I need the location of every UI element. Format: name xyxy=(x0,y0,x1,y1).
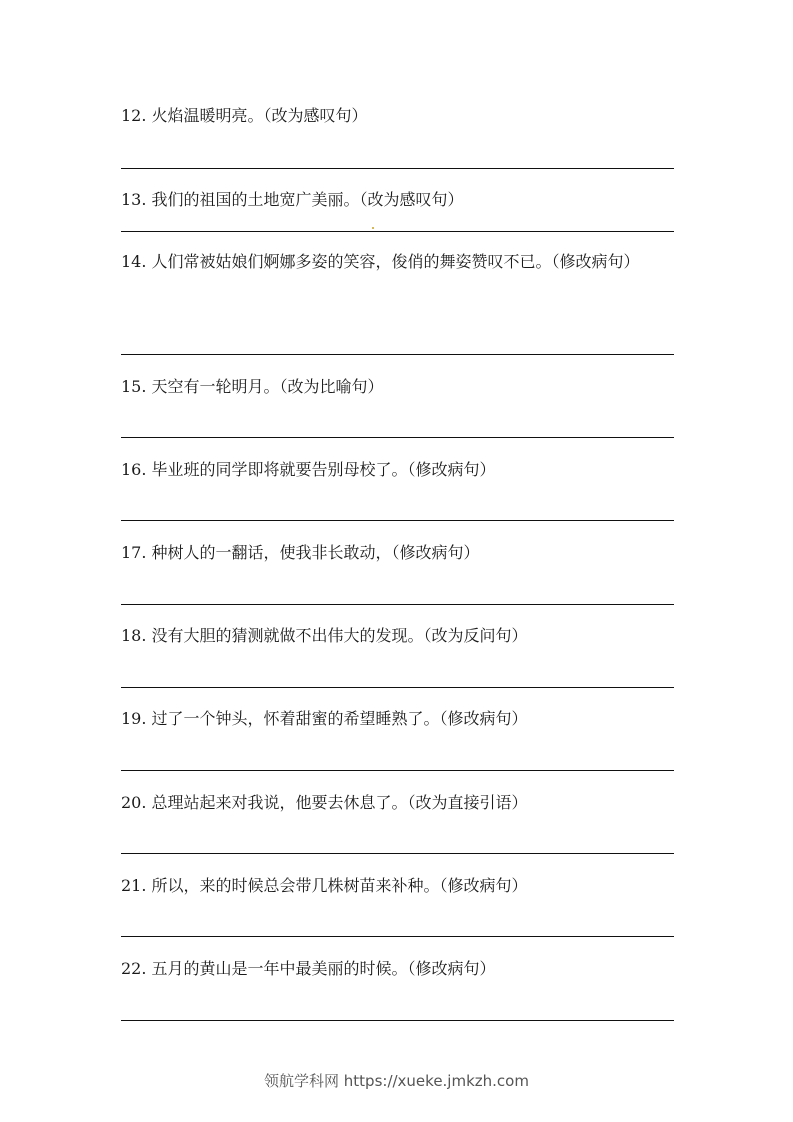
question-12: 12. 火焰温暖明亮。（改为感叹句） xyxy=(121,106,368,125)
footer-watermark: 领航学科网 https://xueke.jmkzh.com xyxy=(264,1072,529,1090)
answer-line-17 xyxy=(121,604,674,605)
answer-line-16 xyxy=(121,520,674,521)
question-14: 14. 人们常被姑娘们婀娜多姿的笑容，俊俏的舞姿赞叹不已。（修改病句） xyxy=(121,252,640,271)
answer-line-14 xyxy=(121,354,674,355)
answer-line-19 xyxy=(121,770,674,771)
question-21: 21. 所以，来的时候总会带几株树苗来补种。（修改病句） xyxy=(121,876,528,895)
question-17: 17. 种树人的一翻话，使我非长敢动，（修改病句） xyxy=(121,543,480,562)
answer-line-12 xyxy=(121,168,674,169)
question-20: 20. 总理站起来对我说，他要去休息了。（改为直接引语） xyxy=(121,793,528,812)
answer-line-13 xyxy=(121,231,674,232)
question-18: 18. 没有大胆的猜测就做不出伟大的发现。（改为反问句） xyxy=(121,626,528,645)
answer-line-15 xyxy=(121,437,674,438)
question-15: 15. 天空有一轮明月。（改为比喻句） xyxy=(121,377,384,396)
question-19: 19. 过了一个钟头，怀着甜蜜的希望睡熟了。（修改病句） xyxy=(121,709,528,728)
answer-line-18 xyxy=(121,687,674,688)
ink-speck xyxy=(372,227,374,229)
answer-line-21 xyxy=(121,936,674,937)
answer-line-22 xyxy=(121,1020,674,1021)
question-16: 16. 毕业班的同学即将就要告别母校了。（修改病句） xyxy=(121,460,496,479)
question-13: 13. 我们的祖国的土地宽广美丽。（改为感叹句） xyxy=(121,190,464,209)
answer-line-20 xyxy=(121,853,674,854)
question-22: 22. 五月的黄山是一年中最美丽的时候。（修改病句） xyxy=(121,959,496,978)
